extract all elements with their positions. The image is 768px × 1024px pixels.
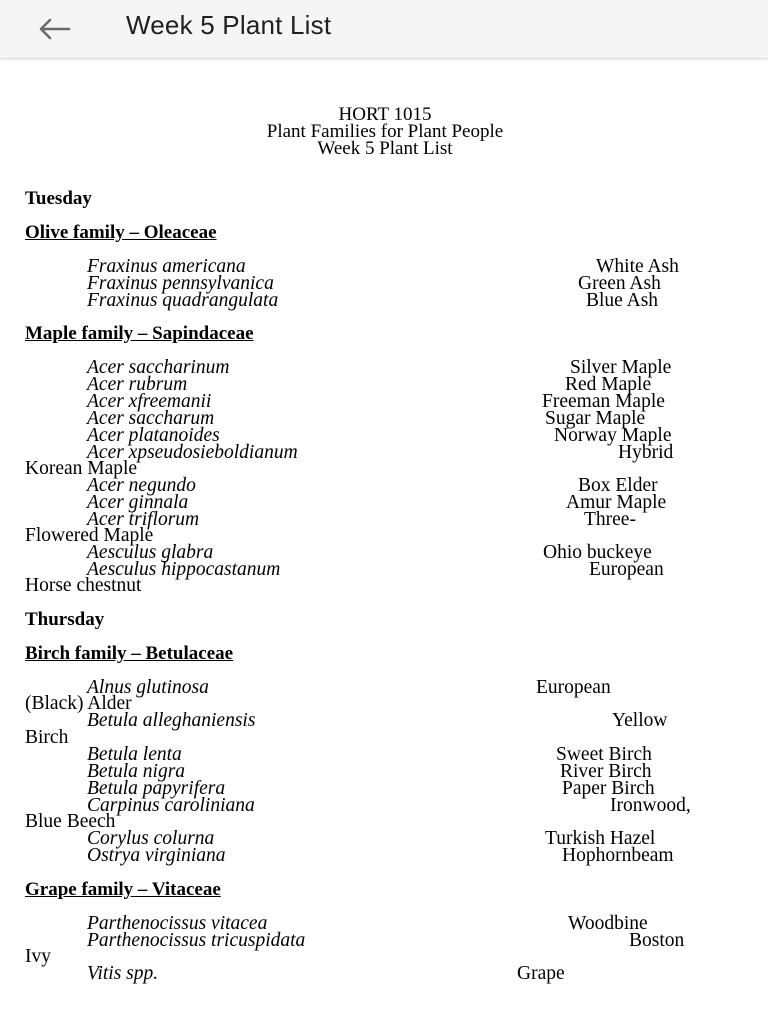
- day-heading: Tuesday: [25, 188, 92, 209]
- family-heading: Grape family – Vitaceae: [25, 879, 221, 900]
- arrow-left-icon: [36, 17, 72, 41]
- scientific-name: Corylus colurna: [87, 828, 215, 849]
- scientific-name: Acer triflorum: [87, 509, 200, 530]
- common-name: Woodbine: [568, 913, 648, 934]
- common-name: Grape: [517, 963, 565, 984]
- scientific-name: Ostrya virginiana: [87, 845, 226, 866]
- scientific-name: Aesculus glabra: [87, 542, 214, 563]
- scientific-name: Aesculus hippocastanum: [87, 559, 281, 580]
- common-name-continued: Flowered Maple: [25, 525, 154, 546]
- scientific-name: Parthenocissus vitacea: [87, 913, 268, 934]
- scientific-name: Fraxinus quadrangulata: [87, 290, 279, 311]
- scientific-name: Fraxinus pennsylvanica: [87, 273, 274, 294]
- scientific-name: Acer xpseudosieboldianum: [87, 442, 298, 463]
- common-name: Turkish Hazel: [545, 828, 656, 849]
- family-heading: Maple family – Sapindaceae: [25, 323, 254, 344]
- day-heading: Thursday: [25, 609, 105, 630]
- scientific-name: Betula lenta: [87, 744, 182, 765]
- common-name: Paper Birch: [562, 778, 655, 799]
- scientific-name: Betula papyrifera: [87, 778, 226, 799]
- common-name: Silver Maple: [570, 357, 672, 378]
- family-heading: Olive family – Oleaceae: [25, 222, 217, 243]
- document-page: [0, 58, 768, 1024]
- common-name: River Birch: [560, 761, 652, 782]
- scientific-name: Acer rubrum: [87, 374, 188, 395]
- common-name: European: [536, 677, 611, 698]
- common-name: Yellow: [612, 710, 668, 731]
- back-button[interactable]: [30, 11, 78, 47]
- common-name: Box Elder: [578, 475, 658, 496]
- common-name: Sweet Birch: [556, 744, 652, 765]
- scientific-name: Acer negundo: [87, 475, 196, 496]
- common-name: Sugar Maple: [545, 408, 646, 429]
- scientific-name: Parthenocissus tricuspidata: [87, 930, 306, 951]
- course-code: HORT 1015: [338, 104, 432, 125]
- common-name-continued: Horse chestnut: [25, 575, 142, 596]
- common-name: European: [589, 559, 664, 580]
- common-name: Amur Maple: [566, 492, 667, 513]
- scientific-name: Carpinus caroliniana: [87, 795, 255, 816]
- common-name: Boston: [629, 930, 685, 951]
- course-title: Plant Families for Plant People: [266, 121, 504, 142]
- common-name: Hybrid: [618, 442, 674, 463]
- scientific-name: Betula nigra: [87, 761, 186, 782]
- common-name: Norway Maple: [554, 425, 672, 446]
- common-name: Blue Ash: [586, 290, 659, 311]
- scientific-name: Acer xfreemanii: [87, 391, 212, 412]
- scientific-name: Acer saccharum: [87, 408, 215, 429]
- common-name: White Ash: [596, 256, 679, 277]
- scientific-name: Betula alleghaniensis: [87, 710, 256, 731]
- common-name-continued: Blue Beech: [25, 811, 116, 832]
- family-heading: Birch family – Betulaceae: [25, 643, 234, 664]
- scientific-name: Alnus glutinosa: [87, 677, 209, 698]
- document-title: Week 5 Plant List: [317, 138, 453, 159]
- scientific-name: Fraxinus americana: [87, 256, 246, 277]
- common-name: Freeman Maple: [542, 391, 665, 412]
- common-name: Three-: [584, 509, 636, 530]
- scientific-name: Acer saccharinum: [87, 357, 230, 378]
- page-title: Week 5 Plant List: [126, 10, 332, 40]
- scientific-name: Vitis spp.: [87, 963, 159, 984]
- common-name: Ironwood,: [610, 795, 691, 816]
- common-name: Green Ash: [578, 273, 661, 294]
- common-name-continued: (Black) Alder: [25, 693, 132, 714]
- common-name-continued: Birch: [25, 727, 69, 748]
- common-name-continued: Korean Maple: [25, 458, 138, 479]
- common-name: Ohio buckeye: [543, 542, 652, 563]
- app-bar: [0, 0, 768, 59]
- scientific-name: Acer platanoides: [87, 425, 220, 446]
- scientific-name: Acer ginnala: [87, 492, 189, 513]
- common-name: Hophornbeam: [562, 845, 674, 866]
- common-name-continued: Ivy: [25, 946, 51, 967]
- common-name: Red Maple: [565, 374, 652, 395]
